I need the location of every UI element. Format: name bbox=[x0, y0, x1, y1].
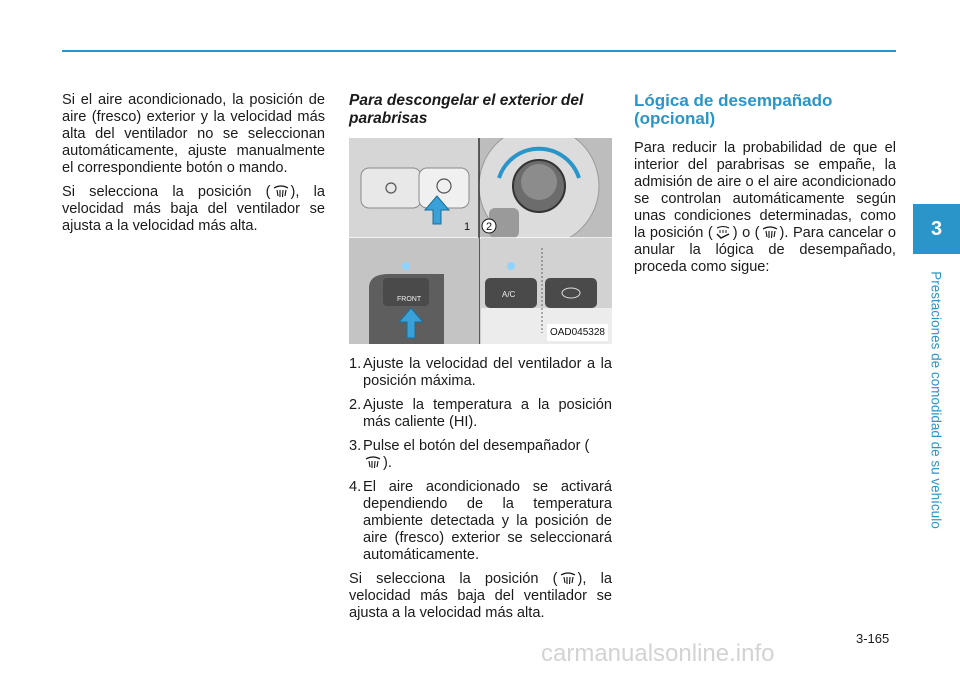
list-item bbox=[349, 479, 612, 564]
header-rule bbox=[62, 50, 896, 52]
text-fragment: Para reducir la probabilidad de que el interior del parabrisas se empañe, la admisión de aire o el aire acondicionado se controlan automáticamente según unas condiciones determinadas, como la posición ( bbox=[634, 140, 896, 241]
step-number: 4. bbox=[349, 479, 362, 495]
left-paragraph-1: Si el aire acondicionado, la posición de aire (fresco) exterior y la velocidad más alta del ventilador no se seleccionan automáticamente, ajuste manualmente el correspondiente botón o mando. bbox=[62, 92, 325, 176]
figure-label-2: 2 bbox=[486, 221, 493, 233]
list-item bbox=[349, 438, 612, 472]
text-fragment: Si selecciona la posición ( bbox=[349, 571, 558, 587]
steps-list bbox=[349, 356, 612, 564]
text-fragment: ). Para cancelar o anular la lógica de desempañado, proceda como sigue: bbox=[634, 225, 897, 275]
text-fragment: Si selecciona la posición ( bbox=[62, 184, 271, 200]
step-number: 2. bbox=[349, 397, 362, 413]
section-title: Lógica de desempañado (opcional) bbox=[634, 91, 833, 128]
middle-column bbox=[349, 92, 612, 629]
page-number: 3-165 bbox=[856, 631, 890, 646]
control-panel-figure bbox=[349, 138, 612, 344]
chapter-tab: 3 bbox=[913, 204, 960, 254]
control-panel-illustration bbox=[349, 138, 612, 344]
step-text: Ajuste la temperatura a la posición más caliente (HI). bbox=[363, 397, 612, 430]
defrost-icon bbox=[365, 455, 381, 469]
text-fragment: ), la velocidad más baja del ventilador se ajusta a la velocidad más alta. bbox=[349, 571, 612, 621]
front-button-label: FRONT bbox=[397, 296, 422, 303]
text-fragment: ) o ( bbox=[732, 225, 760, 241]
chapter-title: Prestaciones de comodidad de su vehículo bbox=[928, 271, 944, 529]
section-title: Para descongelar el exterior del parabrisas bbox=[349, 92, 584, 127]
figure-caption: OAD045328 bbox=[547, 324, 608, 341]
right-paragraph bbox=[634, 140, 896, 276]
closing-paragraph bbox=[349, 571, 612, 622]
left-column bbox=[62, 92, 325, 242]
ac-button-label: A/C bbox=[502, 290, 516, 299]
left-paragraph-2 bbox=[62, 184, 325, 235]
list-item bbox=[349, 397, 612, 431]
step-text: El aire acondicionado se activará dependiendo de la temperatura ambiente detectada y la posición de aire (fresco) exterior se seleccionará automáticamente. bbox=[363, 479, 612, 563]
step-number: 1. bbox=[349, 356, 362, 372]
step-text: Pulse el botón del desempañador ( bbox=[363, 438, 590, 454]
defrost-icon bbox=[560, 571, 576, 585]
list-item bbox=[349, 356, 612, 390]
step-number: 3. bbox=[349, 438, 362, 454]
step-text: Ajuste la velocidad del ventilador a la posición máxima. bbox=[363, 356, 612, 389]
defrost-icon bbox=[762, 225, 778, 239]
defrost-icon bbox=[273, 184, 289, 198]
watermark: carmanualsonline.info bbox=[541, 640, 775, 667]
right-column bbox=[634, 92, 896, 283]
floor-defrost-icon bbox=[715, 225, 731, 239]
figure-label-1: 1 bbox=[464, 221, 471, 233]
text-fragment: ), la velocidad más baja del ventilador se ajusta a la velocidad más alta. bbox=[62, 184, 325, 234]
step-text: ). bbox=[383, 455, 392, 471]
